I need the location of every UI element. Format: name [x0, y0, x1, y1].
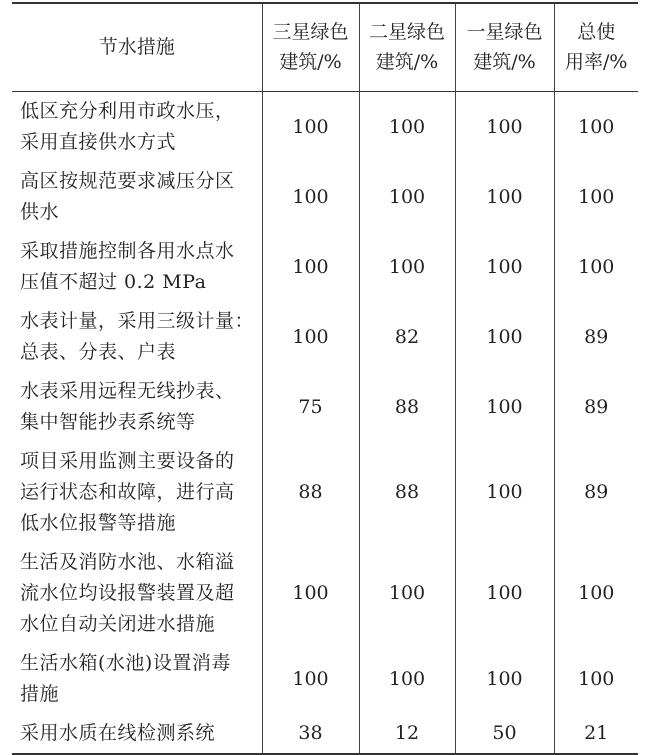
two-star-value: 88	[359, 372, 455, 442]
header-row	[12, 3, 638, 91]
table-row	[12, 232, 638, 302]
measure-cell: 低区充分利用市政水压， 采用直接供水方式	[20, 99, 235, 153]
one-star-value: 100	[455, 543, 554, 644]
two-star-value: 88	[359, 442, 455, 543]
three-star-value: 100	[262, 162, 359, 232]
table-header	[12, 3, 638, 91]
table-body	[12, 91, 638, 754]
one-star-value: 100	[455, 644, 554, 714]
total-usage-value: 100	[554, 91, 638, 162]
three-star-value: 100	[262, 91, 359, 162]
measure-cell: 项目采用监测主要设备的 运行状态和故障，进行高 低水位报警等措施	[20, 449, 235, 534]
total-usage-value: 100	[554, 162, 638, 232]
one-star-value: 100	[455, 162, 554, 232]
two-star-value: 100	[359, 543, 455, 644]
one-star-value: 100	[455, 91, 554, 162]
total-usage-value: 100	[554, 232, 638, 302]
two-star-value: 12	[359, 714, 455, 754]
table-row	[12, 442, 638, 543]
measure-cell: 生活及消防水池、水箱溢 流水位均设报警装置及超 水位自动关闭进水措施	[20, 550, 235, 635]
three-star-value: 38	[262, 714, 359, 754]
header-two-star: 二星绿色 建筑/%	[359, 3, 455, 91]
three-star-value: 75	[262, 372, 359, 442]
table-row	[12, 91, 638, 162]
measure-cell: 生活水箱(水池)设置消毒 措施	[20, 651, 231, 705]
two-star-value: 100	[359, 232, 455, 302]
three-star-value: 100	[262, 302, 359, 372]
total-usage-value: 100	[554, 644, 638, 714]
one-star-value: 50	[455, 714, 554, 754]
one-star-value: 100	[455, 372, 554, 442]
table-row	[12, 302, 638, 372]
total-usage-value: 89	[554, 372, 638, 442]
total-usage-value: 89	[554, 442, 638, 543]
total-usage-value: 89	[554, 302, 638, 372]
header-measure: 节水措施	[12, 3, 262, 91]
table-row	[12, 162, 638, 232]
header-total-usage: 总使 用率/%	[554, 3, 638, 91]
two-star-value: 100	[359, 162, 455, 232]
two-star-value: 82	[359, 302, 455, 372]
three-star-value: 88	[262, 442, 359, 543]
two-star-value: 100	[359, 91, 455, 162]
measure-cell: 采取措施控制各用水点水 压值不超过 0.2 MPa	[20, 239, 235, 293]
measure-cell: 水表计量，采用三级计量： 总表、分表、户表	[20, 309, 255, 363]
one-star-value: 100	[455, 232, 554, 302]
header-one-star: 一星绿色 建筑/%	[455, 3, 554, 91]
measure-cell: 水表采用远程无线抄表、 集中智能抄表系统等	[20, 379, 235, 433]
two-star-value: 100	[359, 644, 455, 714]
water-saving-measures-table	[12, 2, 638, 755]
three-star-value: 100	[262, 543, 359, 644]
one-star-value: 100	[455, 442, 554, 543]
water-saving-measures-table-wrap	[12, 2, 638, 744]
table-row	[12, 543, 638, 644]
three-star-value: 100	[262, 232, 359, 302]
table-row	[12, 644, 638, 714]
three-star-value: 100	[262, 644, 359, 714]
header-three-star: 三星绿色 建筑/%	[262, 3, 359, 91]
total-usage-value: 100	[554, 543, 638, 644]
measure-cell: 高区按规范要求减压分区 供水	[20, 169, 235, 223]
total-usage-value: 21	[554, 714, 638, 754]
measure-cell: 采用水质在线检测系统	[12, 714, 262, 754]
one-star-value: 100	[455, 302, 554, 372]
table-row	[12, 372, 638, 442]
table-row	[12, 714, 638, 754]
